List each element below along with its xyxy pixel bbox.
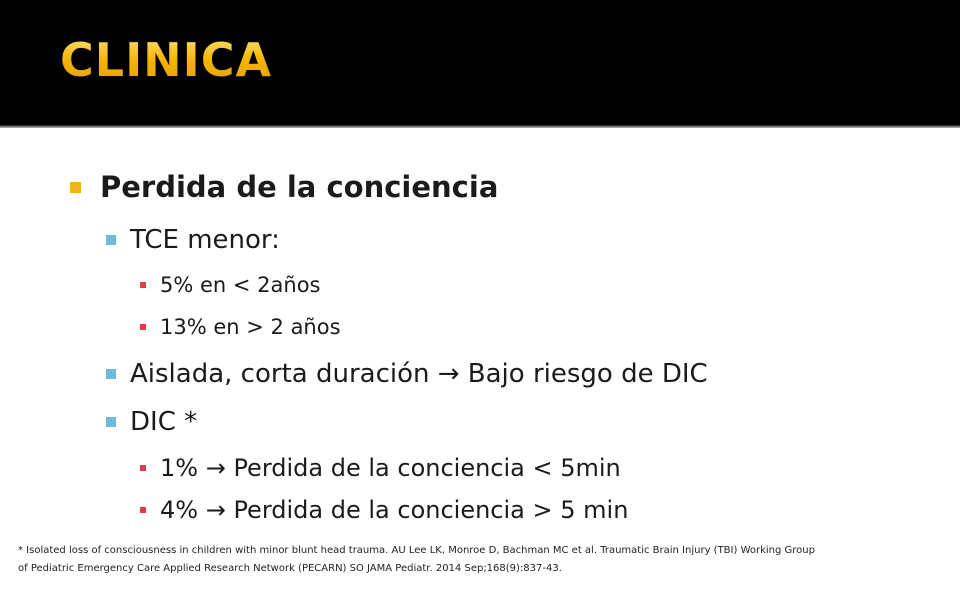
bullet-text: 4% → Perdida de la conciencia > 5 min — [160, 496, 629, 524]
footnote-line: * Isolated loss of consciousness in children with minor blunt head trauma. AU Lee LK, Monroe D, Bachman MC et al. Traumatic Brain Injury (TBI) Working Group — [18, 545, 815, 556]
square-bullet-icon — [140, 282, 146, 288]
square-bullet-icon — [140, 507, 146, 513]
bullet-item-level2 — [106, 222, 280, 258]
square-bullet-icon — [106, 417, 116, 427]
bullet-text: 5% en < 2años — [160, 273, 321, 297]
square-bullet-icon — [70, 182, 81, 193]
slide-title: CLINICA — [60, 33, 273, 87]
square-bullet-icon — [106, 235, 116, 245]
square-bullet-icon — [140, 324, 146, 330]
footnote-line: of Pediatric Emergency Care Applied Research Network (PECARN) SO JAMA Pediatr. 2014 Sep;168(9):837-43. — [18, 563, 562, 574]
bullet-item-level3 — [140, 312, 341, 342]
bullet-item-level2 — [106, 404, 197, 440]
bullet-text: Perdida de la conciencia — [100, 170, 499, 204]
bullet-item-level1 — [70, 167, 498, 207]
footnote — [18, 542, 938, 578]
square-bullet-icon — [106, 369, 116, 379]
bullet-item-level3 — [140, 270, 321, 300]
bullet-text: DIC * — [130, 407, 198, 437]
bullet-item-level3 — [140, 452, 621, 484]
bullet-item-level2 — [106, 356, 708, 392]
bullet-item-level3 — [140, 494, 628, 526]
bullet-text: 13% en > 2 años — [160, 315, 341, 339]
bullet-text: Aislada, corta duración → Bajo riesgo de DIC — [130, 359, 708, 389]
bullet-text: TCE menor: — [130, 225, 280, 255]
bullet-text: 1% → Perdida de la conciencia < 5min — [160, 454, 621, 482]
square-bullet-icon — [140, 465, 146, 471]
